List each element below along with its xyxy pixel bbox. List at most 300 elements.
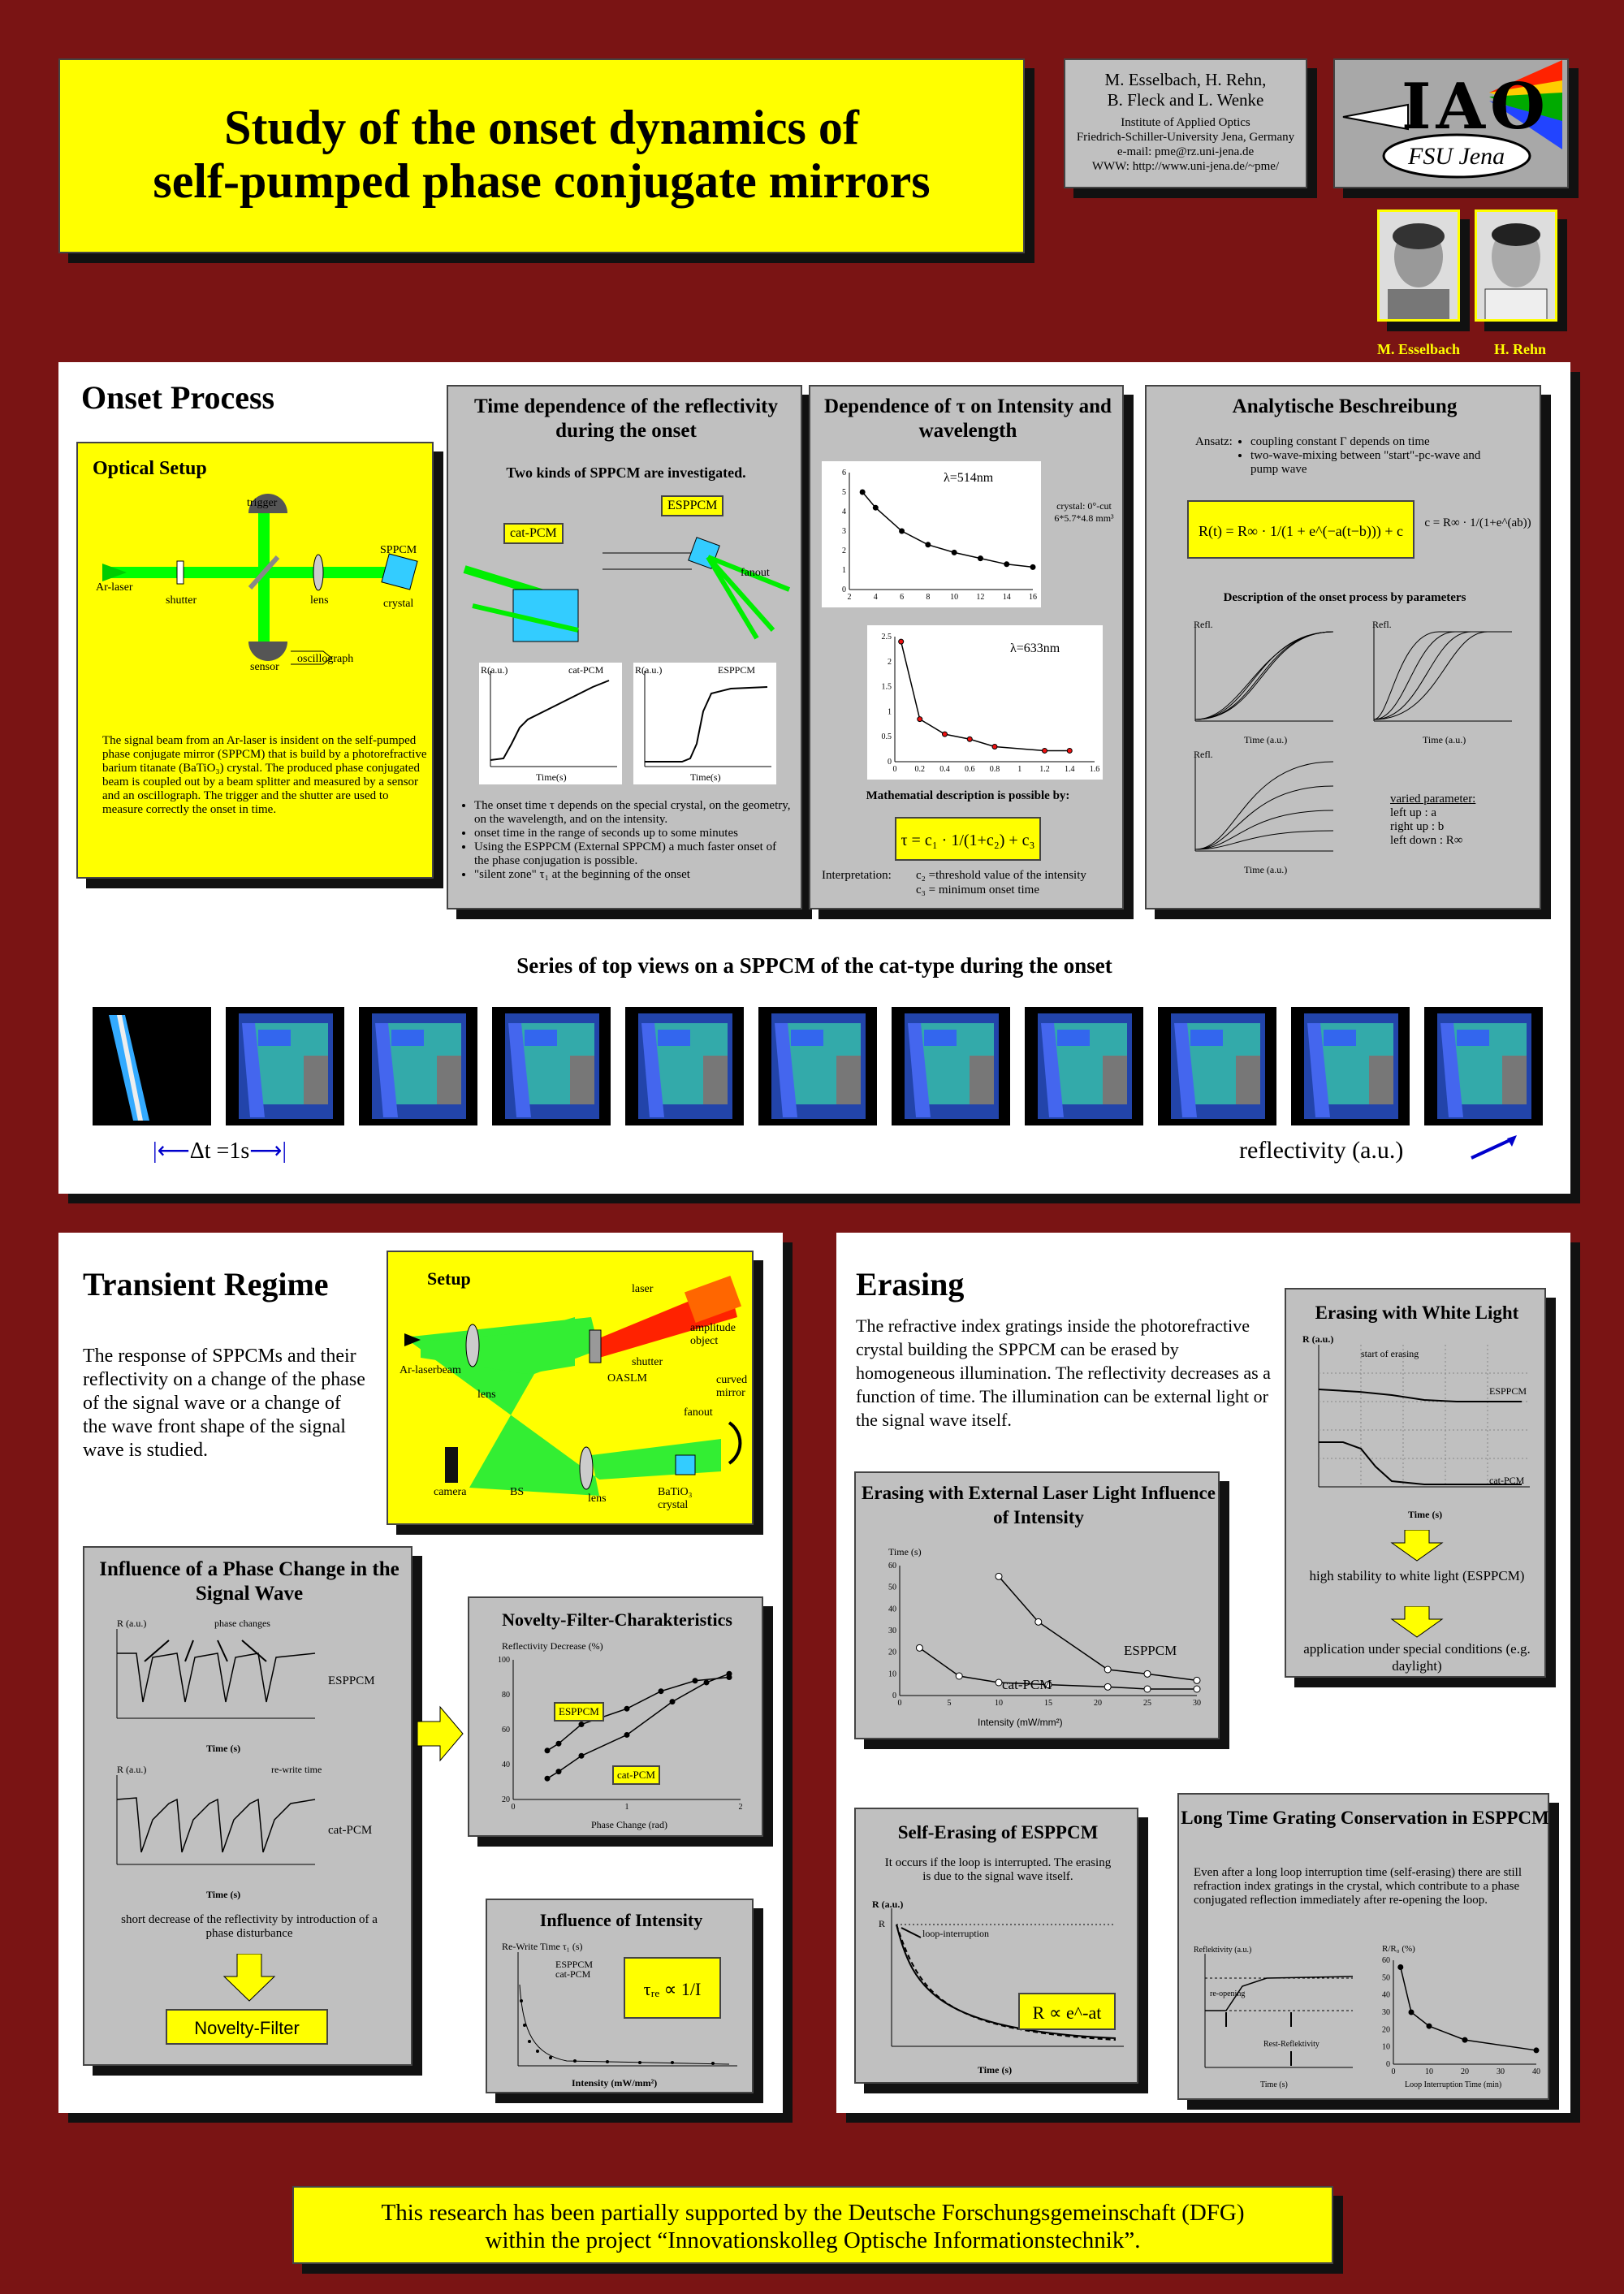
long-time-box — [1177, 1793, 1549, 2100]
y-tick-label: 20 — [502, 1795, 510, 1804]
x-tick-label: 0.6 — [965, 765, 975, 774]
tau-514-plot — [822, 461, 1041, 607]
y-tick-label: 2.5 — [881, 633, 892, 642]
data-point — [1144, 1686, 1151, 1692]
setup-label-lens: lens — [477, 1389, 496, 1401]
crystal-note: crystal: 0°-cut 6*5.7*4.8 mm³ — [1054, 500, 1114, 524]
white-light-ylabel: R (a.u.) — [1302, 1333, 1334, 1345]
optical-setup-title: Optical Setup — [93, 458, 207, 479]
transient-title: Transient Regime — [83, 1266, 329, 1303]
ext-light-ylabel: Time (s) — [888, 1546, 922, 1557]
data-point — [926, 542, 931, 547]
esppcm-phase-plot — [104, 1629, 323, 1735]
x-tick-label: 0 — [511, 1803, 516, 1812]
cat-pcm-plot-xlabel: Time(s) — [536, 771, 567, 783]
x-tick-label: 1.2 — [1039, 765, 1050, 774]
white-light-note-2: application under special conditions (e.g. daylight) — [1303, 1641, 1531, 1674]
tau-633-lambda: λ=633nm — [1010, 642, 1060, 655]
long-time-ylabel-2: R/R₀ (%) — [1382, 1944, 1415, 1954]
label-sensor: sensor — [250, 661, 279, 673]
y-tick-label: 20 — [888, 1648, 896, 1657]
data-point — [992, 745, 997, 750]
data-point — [996, 1679, 1002, 1686]
data-point — [899, 639, 904, 644]
data-point — [670, 1700, 675, 1704]
novelty-char-ylabel: Reflectivity Decrease (%) — [502, 1640, 603, 1652]
authors-line-1: M. Esselbach, H. Rehn, — [1104, 70, 1267, 89]
intensity-legend-1: ESPPCM — [555, 1959, 594, 1970]
y-tick-label: 60 — [1382, 1956, 1390, 1965]
optical-setup-box — [76, 442, 434, 879]
y-tick-label: 30 — [888, 1627, 896, 1635]
reopen-plot — [1194, 1954, 1356, 2076]
data-point — [1462, 2037, 1467, 2042]
reflectivity-label: reflectivity (a.u.) — [1239, 1137, 1404, 1164]
transient-setup-title: Setup — [427, 1268, 471, 1289]
rewrite-label: re-write time — [271, 1764, 322, 1775]
x-tick-label: 10 — [950, 593, 959, 602]
title-line-1: Study of the onset dynamics of — [224, 101, 859, 154]
data-point — [956, 1673, 962, 1679]
phase-note: short decrease of the reflectivity by introduction of a phase disturbance — [121, 1913, 378, 1940]
y-tick-label: 6 — [842, 469, 846, 477]
ansatz-label: Ansatz: — [1195, 435, 1233, 448]
y-tick-label: 1.5 — [881, 682, 892, 692]
top-view-series — [93, 1007, 1554, 1125]
data-point — [704, 1680, 709, 1685]
onset-panel — [58, 362, 1570, 1194]
x-tick-label: 2 — [847, 593, 852, 602]
time-dependence-title: Time dependence of the reflectivity during the onset — [474, 395, 778, 442]
dt-label — [153, 1137, 287, 1164]
cat-pcm-tag: cat-PCM — [503, 523, 564, 544]
interpretation-2: c₃ = minimum onset time — [916, 883, 1040, 896]
data-point — [579, 1753, 584, 1758]
data-point — [1004, 562, 1009, 567]
y-tick-label: 30 — [1382, 2008, 1390, 2017]
ansatz-bullet: • two-wave-mixing between "start"-pc-wave and pump wave — [1250, 449, 1504, 477]
intensity-legend-2: cat-PCM — [555, 1968, 591, 1980]
bullet: • Using the ESPPCM (External SPPCM) a much faster onset of the phase conjugation is possible. — [474, 840, 793, 868]
setup-label-curved-mirror: curved mirror — [716, 1374, 748, 1399]
long-time-text: Even after a long loop interruption time (self-erasing) there are still refraction index gratings in the crystal, which contribute to a phase conjugated reflection immediately after re-opening the loop. — [1194, 1866, 1522, 1907]
ext-light-xlabel: Intensity (mW/mm²) — [978, 1717, 1063, 1728]
y-tick-label: 1 — [888, 707, 892, 717]
top-view-frame — [1025, 1007, 1143, 1125]
param-ylabel-1: Refl. — [1194, 619, 1213, 630]
y-tick-label: 0 — [1386, 2060, 1390, 2069]
self-erasing-ylabel: R (a.u.) — [872, 1899, 904, 1910]
phase-ylabel-1: R (a.u.) — [117, 1618, 147, 1629]
data-point — [967, 737, 972, 741]
x-tick-label: 25 — [1143, 1699, 1151, 1708]
y-tick-label: 40 — [502, 1760, 510, 1769]
y-tick-label: 50 — [1382, 1973, 1390, 1983]
tau-633-svg — [867, 625, 1103, 780]
title-box — [58, 58, 1025, 253]
funding-box — [292, 2186, 1333, 2264]
data-point — [1427, 2024, 1432, 2028]
param-xlabel-2: Time (a.u.) — [1423, 734, 1466, 745]
data-point — [624, 1706, 629, 1711]
phase-esppcm-label: ESPPCM — [328, 1674, 375, 1687]
top-view-frame — [1424, 1007, 1543, 1125]
tau-633-plot — [867, 625, 1103, 780]
photo-esselbach — [1377, 210, 1460, 322]
self-erasing-plot — [872, 1908, 1132, 2063]
label-shutter: shutter — [166, 594, 197, 607]
photo2-caption: H. Rehn — [1494, 341, 1547, 357]
label-lens: lens — [310, 594, 329, 607]
y-tick-label: 40 — [888, 1605, 896, 1614]
data-point — [1035, 1618, 1042, 1625]
time-dependence-bullets — [460, 799, 793, 882]
phase-cat-pcm-label: cat-PCM — [328, 1824, 373, 1837]
x-tick-label: 0.4 — [939, 765, 950, 774]
website[interactable]: WWW: http://www.uni-jena.de/~pme/ — [1091, 160, 1280, 173]
long-time-reopen: re-opening — [1210, 1989, 1246, 1998]
x-tick-label: 16 — [1029, 593, 1037, 602]
x-tick-label: 30 — [1497, 2067, 1505, 2076]
dt-text: Δt =1s — [189, 1138, 250, 1164]
tau-514-svg — [822, 461, 1041, 607]
data-point — [1534, 2048, 1539, 2053]
setup-label-ar-laserbeam: Ar-laserbeam — [400, 1364, 461, 1376]
analytic-box — [1145, 385, 1541, 909]
white-light-arrow-2-icon — [1390, 1606, 1444, 1639]
university: Friedrich-Schiller-University Jena, Germany — [1076, 131, 1295, 144]
setup-label-oaslm: OASLM — [607, 1372, 648, 1385]
series-line — [862, 492, 1033, 567]
tau-514-lambda: λ=514nm — [944, 471, 994, 485]
white-light-box — [1285, 1288, 1546, 1678]
white-light-catpcm: cat-PCM — [1489, 1475, 1525, 1486]
phase-changes-label: phase changes — [214, 1618, 270, 1629]
novelty-catpcm-tag: cat-PCM — [612, 1765, 660, 1785]
phase-ylabel-2: R (a.u.) — [117, 1764, 147, 1775]
varied-parameter — [1390, 793, 1475, 848]
self-erasing-r: R — [879, 1918, 886, 1929]
logo-subtext: FSU Jena — [1408, 143, 1505, 170]
time-dependence-subtitle: Two kinds of SPPCM are investigated. — [506, 464, 746, 481]
y-tick-label: 1 — [842, 566, 846, 575]
authors-line-2: B. Fleck and L. Wenke — [1107, 90, 1264, 110]
loop-interruption-plot — [1374, 1954, 1544, 2076]
tau-dependence-title: Dependence of τ on Intensity and wavelength — [824, 395, 1112, 442]
series-line — [547, 1674, 729, 1778]
x-tick-label: 0 — [1391, 2067, 1396, 2076]
funding-line-2: within the project “Innovationskolleg Optische Informationstechnik”. — [485, 2227, 1141, 2253]
param-ylabel-3: Refl. — [1194, 749, 1213, 760]
y-tick-label: 0 — [888, 758, 892, 767]
x-tick-label: 10 — [995, 1699, 1003, 1708]
bullet: • "silent zone" τ₁ at the beginning of the onset — [474, 868, 793, 882]
data-point — [1104, 1683, 1111, 1690]
data-point — [1194, 1686, 1200, 1692]
x-tick-label: 14 — [1002, 593, 1011, 602]
data-point — [1104, 1666, 1111, 1673]
data-point — [996, 1573, 1002, 1579]
setup-label-camera: camera — [434, 1486, 467, 1498]
y-tick-label: 3 — [842, 527, 846, 536]
intensity-title: Influence of Intensity — [539, 1910, 703, 1930]
x-tick-label: 0 — [892, 765, 897, 774]
self-erasing-formula: R ∝ e^-at — [1018, 1993, 1116, 2030]
esppcm-plot-ylabel: R(a.u.) — [635, 664, 663, 676]
interpretation-1: c₂ =threshold value of the intensity — [916, 869, 1086, 882]
bullet: • onset time in the range of seconds up to some minutes — [474, 827, 793, 840]
tau-formula: τ = c₁ · 1/(1+c₂) + c₃ — [895, 817, 1041, 861]
data-point — [579, 1722, 584, 1727]
tau-dependence-box — [809, 385, 1124, 909]
cat-pcm-plot-ylabel: R(a.u.) — [481, 664, 508, 676]
phase-change-title: Influence of a Phase Change in the Signal Wave — [99, 1558, 400, 1605]
top-view-frame — [1158, 1007, 1276, 1125]
self-erasing-title: Self-Erasing of ESPPCM — [897, 1822, 1099, 1843]
iao-logo — [1333, 58, 1569, 188]
param-xlabel-1: Time (a.u.) — [1244, 734, 1288, 745]
transient-panel — [58, 1233, 783, 2113]
phase-change-box — [83, 1546, 412, 2066]
cat-pcm-phase-plot — [104, 1775, 323, 1881]
y-tick-label: 60 — [888, 1562, 896, 1570]
y-tick-label: 2 — [888, 657, 892, 667]
self-erasing-xlabel: Time (s) — [978, 2064, 1013, 2076]
esppcm-onset-plot — [633, 663, 776, 784]
y-tick-label: 40 — [1382, 1990, 1390, 2000]
white-light-xlabel: Time (s) — [1408, 1509, 1443, 1520]
y-tick-label: 0 — [842, 585, 846, 594]
photo1-caption: M. Esselbach — [1377, 341, 1461, 357]
ext-light-catpcm: cat-PCM — [1002, 1677, 1052, 1692]
self-erasing-text: It occurs if the loop is interrupted. The erasing is due to the signal wave itself. — [884, 1856, 1112, 1883]
setup-label-bs: BS — [510, 1486, 525, 1498]
fanout-label: fanout — [741, 567, 770, 579]
intensity-ylabel: Re-Write Time τ₁ (s) — [502, 1941, 583, 1952]
setup-label-lens-2: lens — [588, 1493, 607, 1505]
varied-title: varied parameter: — [1390, 793, 1476, 806]
y-tick-label: 80 — [502, 1691, 510, 1700]
x-tick-label: 40 — [1532, 2067, 1540, 2076]
data-point — [860, 490, 865, 495]
data-point — [918, 717, 922, 722]
cat-pcm-onset-plot — [479, 663, 622, 784]
y-tick-label: 2 — [842, 546, 846, 555]
data-point — [978, 556, 983, 561]
x-tick-label: 1 — [1017, 765, 1022, 774]
top-view-frame — [625, 1007, 744, 1125]
y-tick-label: 100 — [498, 1656, 510, 1665]
white-light-esppcm: ESPPCM — [1489, 1385, 1527, 1397]
label-sppcm: SPPCM — [380, 544, 417, 556]
x-tick-label: 30 — [1193, 1699, 1201, 1708]
label-crystal: crystal — [383, 598, 414, 610]
data-point — [1398, 1965, 1403, 1970]
long-time-ylabel-1: Reflektivity (a.u.) — [1194, 1946, 1252, 1955]
white-light-arrow-icon — [1390, 1530, 1444, 1562]
analytic-title: Analytische Beschreibung — [1232, 395, 1458, 417]
novelty-esppcm-tag: ESPPCM — [554, 1702, 604, 1722]
funding-line-1: This research has been partially supported by the Deutsche Forschungsgemeinschaft (DFG) — [381, 2200, 1245, 2226]
x-tick-label: 1.4 — [1065, 765, 1075, 774]
data-point — [1043, 748, 1047, 753]
y-tick-label: 4 — [842, 508, 846, 516]
y-tick-label: 5 — [842, 488, 846, 497]
data-point — [659, 1689, 663, 1694]
cat-pcm-plot-label: cat-PCM — [568, 664, 604, 676]
data-point — [1144, 1670, 1151, 1677]
logo-text: IAO — [1402, 70, 1550, 144]
data-point — [624, 1732, 629, 1737]
data-point — [727, 1671, 732, 1676]
top-view-frame — [93, 1007, 211, 1125]
erasing-title: Erasing — [856, 1266, 965, 1303]
data-point — [1409, 2010, 1414, 2015]
setup-label-crystal: BaTiO₃ crystal — [658, 1486, 693, 1511]
x-tick-label: 10 — [1425, 2067, 1433, 2076]
label-trigger: trigger — [247, 497, 278, 509]
param-ylabel-2: Refl. — [1372, 619, 1392, 630]
series-line — [999, 1576, 1197, 1680]
x-tick-label: 12 — [976, 593, 985, 602]
long-time-rest: Rest-Reflektivity — [1263, 2040, 1320, 2049]
x-tick-label: 6 — [900, 593, 905, 602]
phase-xlabel-1: Time (s) — [206, 1743, 241, 1754]
x-tick-label: 8 — [926, 593, 931, 602]
top-view-frame — [492, 1007, 611, 1125]
dt-arrow-right-icon: ⟶| — [249, 1138, 287, 1164]
y-tick-label: 20 — [1382, 2025, 1390, 2035]
x-tick-label: 5 — [947, 1699, 952, 1708]
erasing-text: The refractive index gratings inside the photorefractive crystal building the SPPCM can be erased by homogeneous illumination. The reflectivity decreases as a function of time. The illumination can be external light or the signal wave itself. — [856, 1315, 1271, 1430]
y-tick-label: 10 — [888, 1670, 896, 1679]
email[interactable]: e-mail: pme@rz.uni-jena.de — [1116, 145, 1255, 158]
top-view-frame — [758, 1007, 877, 1125]
phase-xlabel-2: Time (s) — [206, 1889, 241, 1900]
parameter-description-title: Description of the onset process by parameters — [1223, 591, 1466, 604]
x-tick-label: 1.6 — [1089, 765, 1100, 774]
dt-arrow-left-icon: |⟵ — [153, 1138, 190, 1164]
math-description-title: Mathematial description is possible by: — [866, 789, 1070, 802]
intensity-formula: τᵣₑ ∝ 1/I — [624, 1957, 721, 2019]
analytic-formula: R(t) = R∞ · 1/(1 + e^(−a(t−b))) + c — [1187, 500, 1415, 559]
param-xlabel-3: Time (a.u.) — [1244, 864, 1288, 875]
self-erasing-loop: loop-interruption — [922, 1928, 989, 1939]
data-point — [556, 1769, 561, 1774]
data-point — [943, 732, 948, 737]
novelty-char-xlabel: Phase Change (rad) — [591, 1819, 667, 1830]
x-tick-label: 0.8 — [989, 765, 1000, 774]
institute: Institute of Applied Optics — [1121, 116, 1250, 129]
varied-r: left down : R∞ — [1390, 834, 1463, 847]
esppcm-plot-label: ESPPCM — [718, 664, 756, 676]
data-point — [1194, 1677, 1200, 1683]
long-time-title: Long Time Grating Conservation in ESPPCM — [1181, 1808, 1549, 1828]
long-time-xlabel-2: Loop Interruption Time (min) — [1405, 2080, 1502, 2089]
label-oscillograph: oscillograph — [297, 653, 354, 665]
time-dependence-box — [447, 385, 802, 909]
top-view-frame — [359, 1007, 477, 1125]
reflectivity-arrow-icon — [1468, 1130, 1525, 1163]
varied-b: right up : b — [1390, 820, 1445, 833]
data-point — [545, 1748, 550, 1753]
x-tick-label: 2 — [738, 1803, 743, 1812]
ansatz-bullet: • coupling constant Γ depends on time — [1250, 435, 1504, 449]
white-light-title: Erasing with White Light — [1315, 1303, 1519, 1323]
ext-light-esppcm: ESPPCM — [1124, 1643, 1177, 1658]
setup-label-shutter: shutter — [632, 1356, 663, 1368]
y-tick-label: 0.5 — [881, 732, 892, 742]
parameter-curves — [1171, 616, 1528, 900]
interpretation-label: Interpretation: — [822, 869, 892, 882]
x-tick-label: 15 — [1044, 1699, 1052, 1708]
white-light-start: start of erasing — [1361, 1348, 1419, 1359]
data-point — [556, 1741, 561, 1746]
series-line — [901, 642, 1070, 750]
white-light-note-1: high stability to white light (ESPPCM) — [1309, 1568, 1525, 1583]
data-point — [900, 529, 905, 534]
optical-setup-text: The signal beam from an Ar-laser is insident on the self-pumped phase conjugate mirror (SPPCM) that is build by a photorefractive barium titanate (BaTiO₃) crystal. The produced phase conjugated beam is coupled out by a beam splitter and measured by a sensor and an oscillograph. The trigger and the shutter are used to measure correctly the onset in time. — [102, 734, 427, 816]
y-tick-label: 50 — [888, 1583, 896, 1592]
novelty-filter-badge: Novelty-Filter — [166, 2009, 328, 2045]
y-tick-label: 10 — [1382, 2042, 1390, 2052]
novelty-char-plot — [481, 1652, 749, 1814]
ansatz-bullets — [1236, 435, 1504, 477]
title-line-2: self-pumped phase conjugate mirrors — [153, 154, 931, 208]
x-tick-label: 1 — [624, 1803, 629, 1812]
y-tick-label: 0 — [892, 1691, 896, 1700]
data-point — [693, 1678, 698, 1683]
bullet: • The onset time τ depends on the special crystal, on the geometry, on the wavelength, and on the intensity. — [474, 799, 793, 827]
x-tick-label: 4 — [873, 593, 878, 602]
data-point — [545, 1776, 550, 1781]
varied-a: left up : a — [1390, 806, 1437, 819]
data-point — [873, 505, 878, 510]
x-tick-label: 0 — [897, 1699, 902, 1708]
esppcm-tag: ESPPCM — [661, 495, 723, 516]
series-title: Series of top views on a SPPCM of the cat-type during the onset — [516, 953, 1112, 978]
setup-label-amplitude: amplitude object — [690, 1322, 736, 1347]
intensity-xlabel: Intensity (mW/mm²) — [572, 2077, 658, 2089]
right-arrow-icon — [417, 1705, 466, 1762]
setup-label-fanout: fanout — [684, 1406, 713, 1419]
ext-light-box — [854, 1471, 1220, 1739]
transient-text: The response of SPPCMs and their reflectivity on a change of the phase of the signal wave or a change of the wave front shape of the signal wave is studied. — [83, 1346, 365, 1461]
novelty-char-box — [468, 1596, 763, 1837]
top-view-frame — [1291, 1007, 1410, 1125]
data-point — [952, 550, 957, 555]
x-tick-label: 20 — [1094, 1699, 1102, 1708]
onset-title: Onset Process — [81, 379, 275, 416]
setup-label-laser: laser — [632, 1283, 654, 1295]
long-time-xlabel-1: Time (s) — [1260, 2080, 1288, 2089]
y-tick-label: 60 — [502, 1726, 510, 1735]
analytic-formula-c: c = R∞ · 1/(1+e^(ab)) — [1424, 516, 1531, 529]
data-point — [916, 1644, 922, 1651]
authors-box — [1064, 58, 1307, 188]
x-tick-label: 20 — [1461, 2067, 1469, 2076]
x-tick-label: 0.2 — [914, 765, 925, 774]
transient-setup-box — [387, 1251, 754, 1525]
ext-light-title: Erasing with External Laser Light Influence of Intensity — [862, 1483, 1216, 1527]
data-point — [1030, 564, 1035, 569]
label-ar-laser: Ar-laser — [96, 581, 133, 594]
erasing-panel — [836, 1233, 1570, 2113]
top-view-frame — [226, 1007, 344, 1125]
self-erasing-box — [854, 1808, 1138, 2084]
top-view-frame — [892, 1007, 1010, 1125]
down-arrow-icon — [222, 1954, 276, 2002]
